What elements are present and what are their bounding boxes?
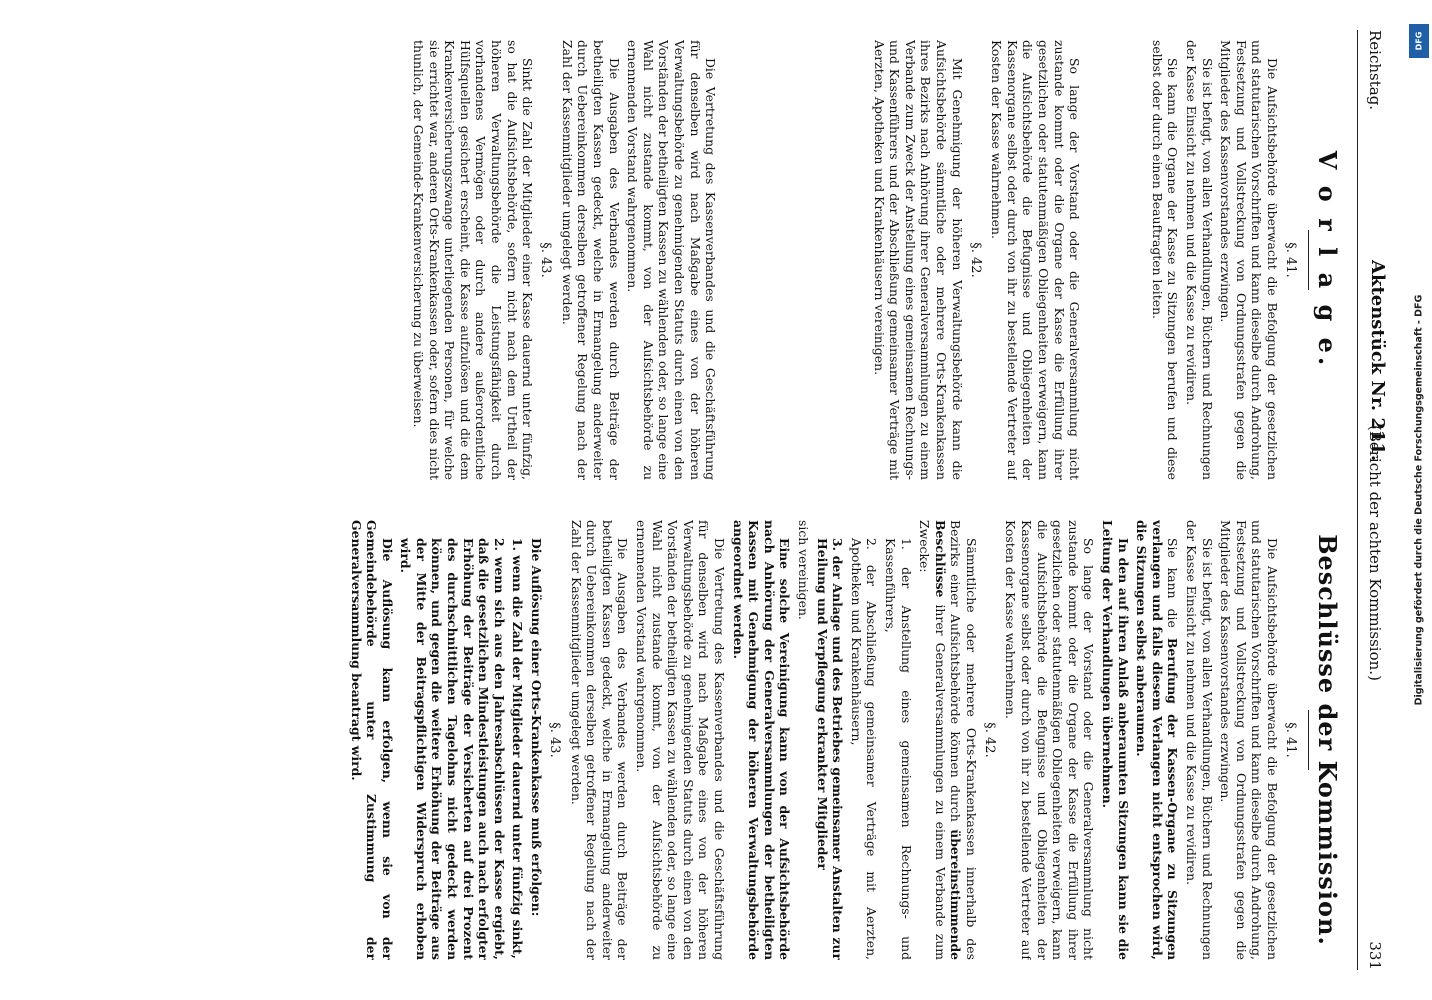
paragraph: sich vereinigen. bbox=[795, 520, 811, 620]
paragraph bbox=[348, 520, 395, 960]
emphasis: übereinstimmende Beschlüsse bbox=[932, 520, 964, 960]
paragraph: Die Aufsichtsbehörde überwacht die Befolgung der gesetzlichen und statutarischen Vorschriften und kann dieselbe durch Androhung, Festsetzung und Vollstreckung von Ordnungsstrafen gegen die Mitglieder des Kassenvorstandes erzwingen. bbox=[1218, 520, 1280, 960]
right-column-beschluesse bbox=[10, 520, 1350, 960]
section-heading: §. 43. bbox=[538, 242, 554, 278]
paragraph: Die Ausgaben des Verbandes werden durch Beiträge der betheiligten Kassen gedeckt, welche in Ermangelung anderweiter durch Uebereinkommen derselben getroffener Regelung nach der Zahl der Kassenmitglieder umgelegt werden. bbox=[559, 40, 622, 480]
paragraph: Die Aufsichtsbehörde überwacht die Befolgung der gesetzlichen und statutarischen Vorschriften und kann dieselbe durch Androhung, Festsetzung und Vollstreckung von Ordnungsstrafen gegen die Mitglieder des Kassenvorstandes erzwingen. bbox=[1218, 40, 1280, 480]
section-heading: §. 41. bbox=[1283, 722, 1298, 758]
paragraph bbox=[1134, 520, 1181, 960]
page-header bbox=[1357, 30, 1392, 970]
emphasis: 1. wenn die Zahl der Mitglieder dauernd unter fünfzig sinkt, bbox=[510, 538, 526, 959]
dfg-logo-text: DFG bbox=[1414, 31, 1424, 51]
paragraph bbox=[917, 520, 979, 960]
list-item bbox=[510, 520, 526, 960]
paragraph: Mit Genehmigung der höheren Verwaltungsbehörde kann die Aufsichtsbehörde sämmtliche oder mehrere Orts-Krankenkassen ihres Bezirks nach Anhörung ihrer Generalversammlungen zu einem Verbande zum Zweck der Anstellung eines gemeinsamen Rechnungs- und Kassenführers und der Abschließung gemeinsamer Verträge mit Aerzten, Apotheken und Krankenhäusern vereinigen. bbox=[871, 40, 965, 480]
paragraph: So lange der Vorstand oder die Generalversammlung nicht zustande kommt oder die Organe der Kasse die Erfüllung ihrer gesetzlichen oder statutenmäßigen Obliegenheiten verweigern, kann die Aufsichtsbehörde die Befugnisse und Obliegenheiten der Kassenorgane selbst oder durch von ihr zu bestellende Vertreter auf Kosten der Kasse wahrnehmen. bbox=[1003, 520, 1097, 960]
header-left: Reichstag. bbox=[1366, 30, 1384, 111]
emphasis: In den auf ihren Anlaß anberaumten Sitzungen kann sie die Leitung der Verhandlungen übernehmen. bbox=[1100, 520, 1131, 960]
list-item bbox=[398, 520, 507, 960]
title-rule bbox=[1308, 230, 1309, 290]
paragraph: Sie ist befugt, von allen Verhandlungen, Büchern und Rechnungen der Kasse Einsicht zu nehmen und die Kasse zu revidiren. bbox=[1184, 40, 1215, 480]
title-rule bbox=[1308, 710, 1309, 770]
left-column-title: V o r l a g e. bbox=[1313, 150, 1342, 370]
emphasis: 3. der Anlage und des Betriebes gemeinsamer Anstalten zur Heilung und Verpflegung erkrankter Mitglieder bbox=[814, 538, 846, 960]
emphasis: Berufung der Kassen-Organe zu Sitzungen verlangen und falls diesem Verlangen nicht entsprochen wird, die Sitzungen selbst anberaumen. bbox=[1134, 520, 1181, 960]
dfg-logo bbox=[1409, 24, 1429, 58]
paragraph: Sie kann die Organe der Kasse zu Sitzungen berufen und diese selbst oder durch einen Beauftragten leiten. bbox=[1149, 40, 1181, 480]
paragraph: So lange der Vorstand oder die Generalversammlung nicht zustande kommt oder die Organe der Kasse die Erfüllung ihrer gesetzlichen oder statutenmäßigen Obliegenheiten verweigern, kann die Aufsichtsbehörde die Befugnisse und Obliegenheiten der Kassenorgane selbst oder durch von ihr zu bestellende Vertreter auf Kosten der Kasse wahrnehmen. bbox=[989, 40, 1083, 480]
emphasis: Die Auflösung kann erfolgen, wenn sie von der Gemeindebehörde unter Zustimmung der Generalversammlung beantragt wird. bbox=[348, 520, 395, 960]
emphasis: Eine solche Vereinigung kann von der Aufsichtsbehörde nach Anhörung der Generalversammlungen der betheiligten Kassen mit Genehmigung der höheren Verwaltungsbehörde angeordnet werden. bbox=[730, 520, 793, 960]
list-item: 2. der Abschließung gemeinsamer Verträge mit Aerzten, Apotheken und Krankenhäusern, bbox=[848, 538, 880, 960]
paragraph: Die Ausgaben des Verbandes werden durch Beiträge der betheiligten Kassen gedeckt, welche in Ermangelung anderweiter durch Uebereinkommen derselben getroffener Regelung nach der Zahl der Kassenmitglieder umgelegt werden. bbox=[568, 520, 631, 960]
digitization-credit: Digitalisierung gefördert durch die Deutsche Forschungsgemeinschaft - DFG bbox=[1413, 294, 1425, 706]
paragraph bbox=[1099, 520, 1130, 960]
right-column-title: Beschlüsse der Kommission. bbox=[1313, 534, 1342, 946]
left-column-vorlage bbox=[10, 40, 1350, 480]
section-heading: §. 41. bbox=[1283, 242, 1298, 278]
section-heading: §. 43. bbox=[547, 722, 563, 758]
paragraph: Sie ist befugt, von allen Verhandlungen, Büchern und Rechnungen der Kasse Einsicht zu nehmen und die Kasse zu revidiren. bbox=[1184, 520, 1215, 960]
header-report-title: (Bericht der achten Kommission.) bbox=[1366, 425, 1384, 681]
section-heading: §. 42. bbox=[981, 722, 997, 758]
emphasis: Die Auflösung einer Orts-Krankenkasse muß erfolgen: bbox=[529, 538, 545, 917]
text-span: ihrer Generalversammlungen zu einem Verbande zum Zwecke: bbox=[917, 520, 948, 960]
paragraph: Sinkt die Zahl der Mitglieder einer Kasse dauernd unter fünfzig, so hat die Aufsichtsbehörde, sofern nicht nach dem Urtheil der höheren Verwaltungsbehörde die Leistungsfähigkeit durch vorhandenes Vermögen oder durch andere außerordentliche Hülfsquellen gesichert erscheint, die Kasse aufzulösen und die dem Krankenversicherungszwange unterliegenden Personen, für welche sie errichtet war, anderen Orts-Krankenkassen oder, sofern dies nicht thunlich, der Gemeinde-Krankenversicherung zu überweisen. bbox=[411, 40, 536, 480]
list-item: 1. der Anstellung eines gemeinsamen Rechnungs- und Kassenführers, bbox=[882, 538, 914, 960]
paragraph: Die Vertretung des Kassenverbandes und die Geschäftsführung für denselben wird nach Maßgabe eines von der höheren Verwaltungsbehörde zu genehmigenden Statuts durch einen von den Vorständen der betheiligten Kassen zu wählenden oder, so lange eine Wahl nicht zustande kommt, von der Aufsichtsbehörde zu ernennenden Vorstand wahrgenommen. bbox=[634, 520, 727, 960]
header-document-number: Aktenstück Nr. 211. bbox=[1367, 260, 1388, 462]
paragraph: Die Vertretung des Kassenverbandes und die Geschäftsführung für denselben wird nach Maßgabe eines von der höheren Verwaltungsbehörde zu genehmigenden Statuts durch einen von den Vorständen der betheiligten Kassen zu wählenden oder, so lange eine Wahl nicht zustande kommt, von der Aufsichtsbehörde zu ernennenden Vorstand wahrgenommen. bbox=[625, 40, 719, 480]
emphasis: 2. wenn sich aus den Jahresabschlüssen der Kasse ergiebt, daß die gesetzlichen Mindestleistungen auch nach erfolgter Erhöhung der Beiträge der Versicherten auf drei Prozent des durchschnittlichen Tagelohns nicht gedeckt werden können, und gegen die weitere Erhöhung der Beiträge aus der Mitte der Beitragspflichtigen Widerspruch erhoben wird. bbox=[398, 538, 507, 960]
section-heading: §. 42. bbox=[967, 242, 983, 278]
page-number: 331 bbox=[1366, 941, 1384, 970]
paragraph bbox=[730, 520, 792, 960]
text-span: Sämmtliche oder mehrere Orts-Krankenkassen innerhalb des Bezirks einer Aufsichtsbehörde können durch bbox=[948, 520, 979, 960]
paragraph bbox=[528, 520, 544, 960]
list-item bbox=[814, 520, 845, 960]
text-span: Sie kann die bbox=[1165, 538, 1181, 638]
